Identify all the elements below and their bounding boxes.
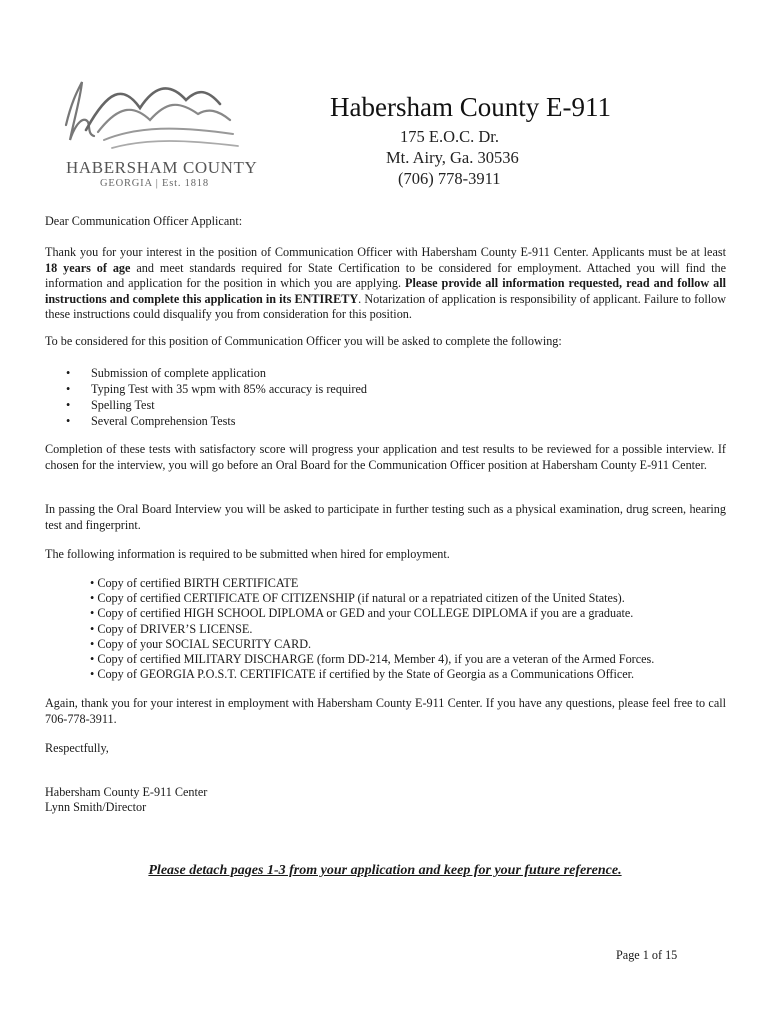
address-line-2: Mt. Airy, Ga. 30536: [386, 148, 519, 167]
logo-sub-text: GEORGIA | Est. 1818: [100, 178, 209, 189]
county-logo: [58, 70, 258, 198]
thank-you-paragraph: Again, thank you for your interest in employment with Habersham County E-911 Center. If you have any questions, please feel free to call 706-778-3911.: [45, 696, 726, 726]
intro-text-1: Thank you for your interest in the position of Communication Officer with Habersham County E-911 Center. Applicants must be at least: [45, 245, 726, 259]
bullet-icon: •: [66, 398, 71, 412]
tests-paragraph: Completion of these tests with satisfactory score will progress your application and test results to be reviewed for a possible interview. If chosen for the interview, you will go before an Oral Board for the Communication Officer position at Habersham County E-911 Center.: [45, 442, 726, 472]
signature-name: Lynn Smith/Director: [45, 800, 147, 814]
phone-number: (706) 778-3911: [398, 169, 501, 188]
bullet-icon: •: [66, 414, 71, 428]
salutation: Dear Communication Officer Applicant:: [45, 214, 243, 228]
intro-text-3: . Notarization of application is responsibility of applicant. Failure to follow these instructions could disqualify you from consideration for this position.: [45, 291, 726, 322]
list-item: • Copy of your SOCIAL SECURITY CARD.: [90, 636, 312, 651]
list-item: [45, 381, 367, 397]
list-item: • Copy of GEORGIA P.O.S.T. CERTIFICATE if certified by the State of Georgia as a Communications Officer.: [90, 667, 635, 682]
list-item: [45, 397, 367, 413]
list-item-text: Typing Test with 35 wpm with 85% accuracy is required: [91, 382, 367, 396]
list-item-text: Spelling Test: [91, 398, 155, 412]
bullet-icon: •: [66, 366, 71, 380]
list-item: • Copy of DRIVER’S LICENSE.: [90, 621, 253, 636]
logo-county-text: HABERSHAM COUNTY: [66, 158, 258, 177]
bullet-icon: •: [66, 382, 71, 396]
intro-text-2: and meet standards required for State Certification to be considered for employment. Attached you will find the information and application for the position in which you are applying.: [45, 260, 727, 291]
page-number: Page 1 of 15: [616, 948, 678, 962]
intro-bold-instructions: Please provide all information requested, read and follow all instructions and complete this application in its ENTIRETY: [45, 276, 727, 306]
list-item: [45, 413, 367, 429]
requirements-intro: To be considered for this position of Communication Officer you will be asked to complete the following:: [45, 334, 562, 348]
documents-list: [90, 576, 654, 682]
requirements-list: [45, 365, 367, 429]
closing: Respectfully,: [45, 741, 109, 755]
list-item: • Copy of certified MILITARY DISCHARGE (form DD-214, Member 4), if you are a veteran of the Armed Forces.: [90, 652, 655, 667]
list-item: • Copy of certified CERTIFICATE OF CITIZENSHIP (if natural or a repatriated citizen of the United States).: [90, 591, 625, 606]
documents-intro: The following information is required to be submitted when hired for employment.: [45, 547, 450, 561]
oral-board-paragraph: In passing the Oral Board Interview you will be asked to participate in further testing such as a physical examination, drug screen, hearing test and fingerprint.: [45, 502, 726, 532]
list-item: [45, 365, 367, 381]
list-item-text: Several Comprehension Tests: [91, 414, 236, 428]
intro-paragraph: [45, 245, 726, 323]
mountains-logo-icon: [58, 70, 258, 160]
signature-organization: Habersham County E-911 Center: [45, 785, 208, 799]
list-item-text: Submission of complete application: [91, 366, 266, 380]
list-item: • Copy of certified HIGH SCHOOL DIPLOMA or GED and your COLLEGE DIPLOMA if you are a graduate.: [90, 606, 634, 621]
detach-notice: Please detach pages 1-3 from your application and keep for your future reference.: [148, 863, 622, 878]
address-line-1: 175 E.O.C. Dr.: [400, 127, 499, 146]
list-item: • Copy of certified BIRTH CERTIFICATE: [90, 576, 299, 590]
organization-title: Habersham County E-911: [330, 92, 611, 122]
intro-bold-age: 18 years of age: [45, 260, 131, 275]
